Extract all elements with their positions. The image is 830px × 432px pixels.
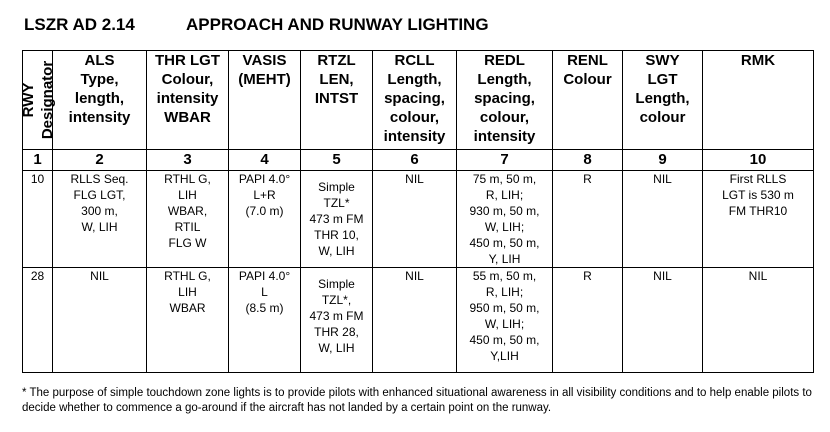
- table-cell: [229, 268, 301, 373]
- cell-line: LIH: [178, 285, 197, 299]
- column-number: 7: [457, 150, 553, 171]
- cell-line: FM THR10: [728, 204, 788, 218]
- cell-line: FLG LGT,: [73, 188, 126, 202]
- table-cell: [147, 268, 229, 373]
- column-header-6: [373, 51, 457, 150]
- column-number: 4: [229, 150, 301, 171]
- column-header-4: [229, 51, 301, 150]
- cell-content: [301, 268, 372, 356]
- cell-line: intensity: [473, 128, 536, 145]
- cell-line: length,: [74, 90, 125, 107]
- cell-content: [373, 171, 456, 187]
- cell-content: [703, 171, 813, 219]
- cell-line: intensity: [383, 128, 446, 145]
- cell-content: [373, 268, 456, 284]
- table-cell: [147, 171, 229, 268]
- cell-line: W, LIH: [318, 244, 355, 258]
- table-cell: [23, 268, 53, 373]
- cell-line: 473 m FM: [309, 309, 364, 323]
- column-header-10: [703, 51, 814, 150]
- cell-content: [301, 171, 372, 259]
- column-header-9: [623, 51, 703, 150]
- cell-line: INTST: [314, 90, 359, 107]
- table-cell: [373, 171, 457, 268]
- column-number: 5: [301, 150, 373, 171]
- cell-line: 930 m, 50 m,: [469, 204, 540, 218]
- cell-line: 55 m, 50 m,: [472, 269, 537, 283]
- column-number: 10: [703, 150, 814, 171]
- cell-line: NIL: [90, 269, 109, 283]
- cell-content: [53, 268, 146, 284]
- column-header-5: [301, 51, 373, 150]
- cell-line: RTHL G,: [164, 269, 211, 283]
- cell-line: L: [261, 285, 268, 299]
- table-cell: [301, 268, 373, 373]
- cell-line: LGT: [647, 71, 678, 88]
- cell-content: [23, 171, 52, 187]
- cell-line: Colour: [563, 71, 612, 88]
- cell-line: R, LIH;: [485, 285, 524, 299]
- cell-line: THR 10,: [314, 228, 359, 242]
- title-code: LSZR AD 2.14: [24, 15, 135, 34]
- cell-line: WBAR: [169, 301, 206, 315]
- cell-line: LEN,: [319, 71, 354, 88]
- cell-content: [53, 171, 146, 235]
- cell-line: 75 m, 50 m,: [472, 172, 537, 186]
- cell-line: THR LGT: [155, 52, 220, 69]
- cell-content: [623, 171, 702, 187]
- cell-line: 28: [30, 269, 45, 283]
- cell-line: Simple: [318, 180, 355, 194]
- cell-line: Y,LIH: [490, 349, 519, 363]
- cell-line: Colour,: [161, 71, 214, 88]
- cell-line: Y, LIH: [488, 252, 521, 266]
- cell-line: 450 m, 50 m,: [469, 236, 540, 250]
- table-cell: [623, 268, 703, 373]
- lighting-table: [19, 50, 814, 373]
- cell-line: W, LIH: [81, 220, 118, 234]
- cell-line: 10: [30, 172, 45, 186]
- column-header-1: [19, 51, 56, 150]
- cell-line: 450 m, 50 m,: [469, 333, 540, 347]
- cell-content: [553, 171, 622, 187]
- cell-line: LGT is 530 m: [722, 188, 794, 202]
- cell-content: [23, 268, 52, 284]
- cell-line: Simple: [318, 277, 355, 291]
- cell-line: NIL: [748, 269, 768, 283]
- table-cell: [553, 171, 623, 268]
- cell-line: 300 m,: [81, 204, 118, 218]
- cell-line: Length,: [387, 71, 442, 88]
- cell-line: WBAR: [164, 109, 211, 126]
- cell-line: PAPI 4.0°: [238, 269, 291, 283]
- cell-line: intensity: [156, 90, 219, 107]
- cell-line: (7.0 m): [245, 204, 284, 218]
- cell-line: NIL: [405, 269, 424, 283]
- cell-line: NIL: [653, 269, 672, 283]
- cell-line: L+R: [253, 188, 276, 202]
- header-row: [23, 51, 814, 150]
- cell-line: VASIS: [242, 52, 287, 69]
- column-number: 9: [623, 150, 703, 171]
- cell-content: [147, 171, 228, 251]
- cell-content: [229, 171, 300, 219]
- footnote: * The purpose of simple touchdown zone lights is to provide pilots with enhanced situational awareness in all visibility conditions and to help enable pilots to decide whether to commence a go-around if the aircraft has not landed by a certain point on the runway.: [22, 387, 812, 414]
- cell-line: Length,: [477, 71, 532, 88]
- cell-line: FLG W: [168, 236, 207, 250]
- table-cell: [23, 171, 53, 268]
- cell-line: R, LIH;: [485, 188, 524, 202]
- cell-line: SWY: [645, 52, 680, 69]
- cell-line: NIL: [653, 172, 672, 186]
- cell-line: RTHL G,: [164, 172, 211, 186]
- table-cell: [373, 268, 457, 373]
- cell-line: 473 m FM: [309, 212, 364, 226]
- cell-line: spacing,: [474, 90, 535, 107]
- cell-line: Type,: [80, 71, 119, 88]
- cell-line: First RLLS: [729, 172, 787, 186]
- cell-line: WBAR,: [167, 204, 208, 218]
- cell-line: (8.5 m): [245, 301, 284, 315]
- cell-content: [623, 268, 702, 284]
- table-cell: [457, 171, 553, 268]
- cell-line: RTZL: [317, 52, 356, 69]
- table-cell: [457, 268, 553, 373]
- column-number: 1: [23, 150, 53, 171]
- cell-content: [553, 268, 622, 284]
- column-number: 6: [373, 150, 457, 171]
- column-number: 8: [553, 150, 623, 171]
- cell-line: TZL*,: [321, 293, 352, 307]
- cell-line: Designator: [38, 60, 56, 140]
- cell-line: spacing,: [384, 90, 445, 107]
- table-cell: [301, 171, 373, 268]
- cell-line: LIH: [178, 188, 197, 202]
- cell-line: TZL*: [323, 196, 350, 210]
- table-cell: [623, 171, 703, 268]
- cell-content: [703, 268, 813, 284]
- cell-line: RCLL: [394, 52, 435, 69]
- cell-line: intensity: [68, 109, 131, 126]
- cell-line: RLLS Seq.: [70, 172, 129, 186]
- cell-line: colour,: [479, 109, 530, 126]
- cell-line: PAPI 4.0°: [238, 172, 291, 186]
- cell-line: colour: [639, 109, 686, 126]
- column-header-8: [553, 51, 623, 150]
- column-header-2: [53, 51, 147, 150]
- cell-line: W, LIH: [318, 341, 355, 355]
- table-row: [23, 171, 814, 268]
- cell-line: W, LIH;: [484, 317, 525, 331]
- cell-line: RTIL: [174, 220, 201, 234]
- cell-line: THR 28,: [314, 325, 359, 339]
- cell-content: [457, 171, 552, 267]
- title-text: APPROACH AND RUNWAY LIGHTING: [186, 15, 489, 34]
- cell-line: NIL: [405, 172, 424, 186]
- cell-content: [457, 268, 552, 364]
- cell-line: 950 m, 50 m,: [469, 301, 540, 315]
- cell-line: ALS: [84, 52, 115, 69]
- cell-content: [147, 268, 228, 316]
- cell-line: colour,: [389, 109, 440, 126]
- cell-line: W, LIH;: [484, 220, 525, 234]
- cell-line: REDL: [484, 52, 525, 69]
- column-header-7: [457, 51, 553, 150]
- cell-line: R: [583, 172, 592, 186]
- cell-line: RENL: [567, 52, 608, 69]
- cell-line: (MEHT): [238, 71, 291, 88]
- column-number-row: [23, 150, 814, 171]
- table-row: [23, 268, 814, 373]
- column-number: 3: [147, 150, 229, 171]
- table-cell: [703, 171, 814, 268]
- cell-content: [229, 268, 300, 316]
- cell-line: Length,: [635, 90, 690, 107]
- table-cell: [53, 268, 147, 373]
- column-header-3: [147, 51, 229, 150]
- table-cell: [53, 171, 147, 268]
- column-number: 2: [53, 150, 147, 171]
- cell-line: RMK: [740, 52, 776, 69]
- table-cell: [703, 268, 814, 373]
- cell-line: RWY: [19, 82, 37, 118]
- rwy-designator-header: [19, 61, 57, 139]
- cell-line: R: [583, 269, 592, 283]
- table-cell: [553, 268, 623, 373]
- table-cell: [229, 171, 301, 268]
